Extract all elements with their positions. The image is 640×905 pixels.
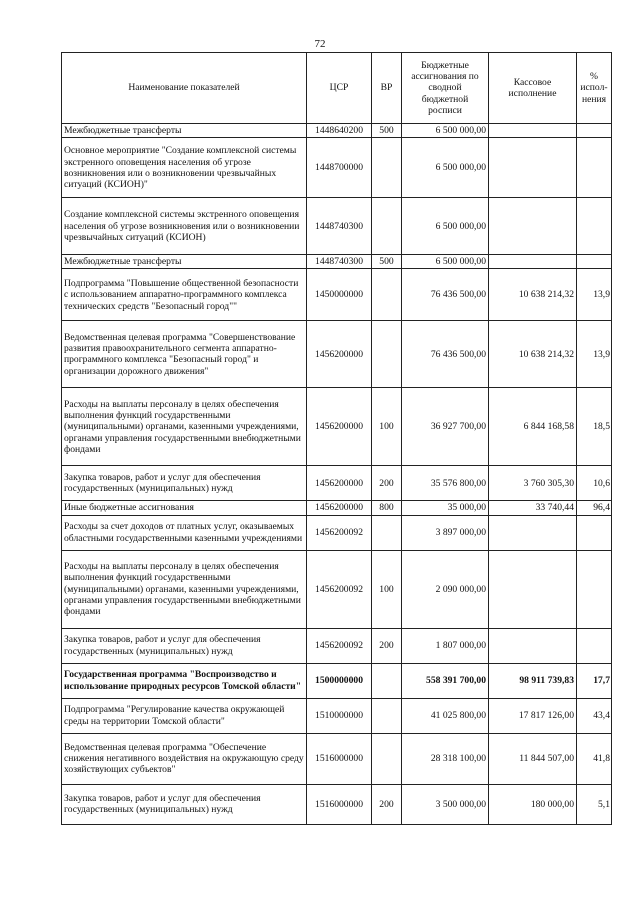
- row-budget: 2 090 000,00: [402, 550, 489, 628]
- row-cash: [489, 138, 577, 198]
- row-csr: 1456200000: [307, 466, 372, 501]
- row-cash: 3 760 305,30: [489, 466, 577, 501]
- row-budget: 36 927 700,00: [402, 388, 489, 466]
- row-name: Создание комплексной системы экстренного оповещения населения об угрозе возникновения или о возникновении чрезвычайных ситуаций (КСИОН): [62, 198, 307, 255]
- table-row: [62, 663, 612, 698]
- row-pct: [577, 198, 612, 255]
- row-cash: 6 844 168,58: [489, 388, 577, 466]
- row-name: Межбюджетные трансферты: [62, 124, 307, 138]
- row-csr: 1516000000: [307, 784, 372, 824]
- header-cash: Кассовое исполнение: [489, 53, 577, 124]
- row-budget: 41 025 800,00: [402, 698, 489, 733]
- header-csr: ЦСР: [307, 53, 372, 124]
- row-vr: 500: [372, 255, 402, 269]
- table-row: [62, 628, 612, 663]
- row-vr: 100: [372, 388, 402, 466]
- row-cash: 180 000,00: [489, 784, 577, 824]
- table-row: [62, 466, 612, 501]
- row-csr: 1448740300: [307, 255, 372, 269]
- row-budget: 6 500 000,00: [402, 138, 489, 198]
- row-name: Расходы на выплаты персоналу в целях обеспечения выполнения функций государственными (муниципальными) органами, казенными учреждениями, органами управления государственными внебюджетными фондами: [62, 388, 307, 466]
- table-row: [62, 698, 612, 733]
- row-csr: 1456200092: [307, 550, 372, 628]
- row-vr: [372, 515, 402, 550]
- row-vr: 800: [372, 501, 402, 515]
- row-name: Государственная программа "Воспроизводство и использование природных ресурсов Томской области": [62, 663, 307, 698]
- row-pct: 13,9: [577, 321, 612, 388]
- row-cash: 11 844 507,00: [489, 733, 577, 784]
- row-name: Подпрограмма "Повышение общественной безопасности с использованием аппаратно-программного комплекса технических средств "Безопасный город"": [62, 269, 307, 321]
- row-pct: 43,4: [577, 698, 612, 733]
- row-budget: 6 500 000,00: [402, 255, 489, 269]
- budget-execution-table: [61, 52, 612, 825]
- row-vr: [372, 138, 402, 198]
- row-vr: 200: [372, 466, 402, 501]
- row-vr: 200: [372, 628, 402, 663]
- row-vr: [372, 733, 402, 784]
- row-budget: 6 500 000,00: [402, 198, 489, 255]
- table-row: [62, 124, 612, 138]
- row-name: Иные бюджетные ассигнования: [62, 501, 307, 515]
- row-cash: [489, 515, 577, 550]
- row-cash: 10 638 214,32: [489, 321, 577, 388]
- row-csr: 1448740300: [307, 198, 372, 255]
- row-vr: [372, 663, 402, 698]
- row-pct: [577, 515, 612, 550]
- row-cash: [489, 628, 577, 663]
- row-csr: 1448700000: [307, 138, 372, 198]
- table-row: [62, 138, 612, 198]
- row-cash: [489, 124, 577, 138]
- row-budget: 558 391 700,00: [402, 663, 489, 698]
- table-row: [62, 550, 612, 628]
- row-csr: 1500000000: [307, 663, 372, 698]
- table-row: [62, 269, 612, 321]
- row-vr: [372, 198, 402, 255]
- row-budget: 3 500 000,00: [402, 784, 489, 824]
- row-budget: 76 436 500,00: [402, 321, 489, 388]
- row-pct: 5,1: [577, 784, 612, 824]
- row-csr: 1456200092: [307, 515, 372, 550]
- row-cash: [489, 550, 577, 628]
- row-pct: 13,9: [577, 269, 612, 321]
- table-row: [62, 501, 612, 515]
- row-csr: 1448640200: [307, 124, 372, 138]
- row-cash: [489, 198, 577, 255]
- row-pct: 18,5: [577, 388, 612, 466]
- row-name: Закупка товаров, работ и услуг для обеспечения государственных (муниципальных) нужд: [62, 466, 307, 501]
- row-budget: 1 807 000,00: [402, 628, 489, 663]
- row-name: Межбюджетные трансферты: [62, 255, 307, 269]
- row-budget: 28 318 100,00: [402, 733, 489, 784]
- row-pct: [577, 138, 612, 198]
- row-cash: [489, 255, 577, 269]
- table-row: [62, 388, 612, 466]
- row-pct: [577, 255, 612, 269]
- row-name: Ведомственная целевая программа "Обеспечение снижения негативного воздействия на окружающую среду хозяйствующих субъектов": [62, 733, 307, 784]
- row-name: Закупка товаров, работ и услуг для обеспечения государственных (муниципальных) нужд: [62, 628, 307, 663]
- row-budget: 76 436 500,00: [402, 269, 489, 321]
- table-row: [62, 255, 612, 269]
- row-vr: 200: [372, 784, 402, 824]
- row-budget: 35 000,00: [402, 501, 489, 515]
- row-cash: 17 817 126,00: [489, 698, 577, 733]
- row-cash: 10 638 214,32: [489, 269, 577, 321]
- row-vr: 100: [372, 550, 402, 628]
- table-row: [62, 198, 612, 255]
- table-row: [62, 784, 612, 824]
- row-name: Расходы за счет доходов от платных услуг, оказываемых областными государственными казенными учреждениями: [62, 515, 307, 550]
- row-vr: 500: [372, 124, 402, 138]
- page-number: 72: [314, 38, 326, 50]
- row-pct: [577, 628, 612, 663]
- row-pct: 10,6: [577, 466, 612, 501]
- row-csr: 1450000000: [307, 269, 372, 321]
- row-cash: 33 740,44: [489, 501, 577, 515]
- row-name: Ведомственная целевая программа "Совершенствование развития правоохранительного сегмента аппаратно-программного комплекса "Безопасный город" и организации дорожного движения": [62, 321, 307, 388]
- row-pct: [577, 550, 612, 628]
- table-header-row: [62, 53, 612, 124]
- row-pct: [577, 124, 612, 138]
- row-pct: 17,7: [577, 663, 612, 698]
- row-budget: 3 897 000,00: [402, 515, 489, 550]
- row-vr: [372, 321, 402, 388]
- row-name: Основное мероприятие "Создание комплексной системы экстренного оповещения населения об угрозе возникновения или о возникновении чрезвычайных ситуаций (КСИОН)": [62, 138, 307, 198]
- header-vr: ВР: [372, 53, 402, 124]
- table-row: [62, 733, 612, 784]
- row-csr: 1516000000: [307, 733, 372, 784]
- row-cash: 98 911 739,83: [489, 663, 577, 698]
- row-name: Расходы на выплаты персоналу в целях обеспечения выполнения функций государственными (муниципальными) органами, казенными учреждениями, органами управления государственными внебюджетными фондами: [62, 550, 307, 628]
- header-name: Наименование показателей: [62, 53, 307, 124]
- row-name: Подпрограмма "Регулирование качества окружающей среды на территории Томской области": [62, 698, 307, 733]
- row-name: Закупка товаров, работ и услуг для обеспечения государственных (муниципальных) нужд: [62, 784, 307, 824]
- row-vr: [372, 698, 402, 733]
- table-row: [62, 515, 612, 550]
- row-pct: 96,4: [577, 501, 612, 515]
- row-csr: 1510000000: [307, 698, 372, 733]
- row-csr: 1456200000: [307, 388, 372, 466]
- row-pct: 41,8: [577, 733, 612, 784]
- header-budget: Бюджетные ассигнования по сводной бюджетной росписи: [402, 53, 489, 124]
- table-row: [62, 321, 612, 388]
- row-budget: 6 500 000,00: [402, 124, 489, 138]
- row-csr: 1456200092: [307, 628, 372, 663]
- row-vr: [372, 269, 402, 321]
- header-pct: % испол-нения: [577, 53, 612, 124]
- row-csr: 1456200000: [307, 321, 372, 388]
- row-budget: 35 576 800,00: [402, 466, 489, 501]
- row-csr: 1456200000: [307, 501, 372, 515]
